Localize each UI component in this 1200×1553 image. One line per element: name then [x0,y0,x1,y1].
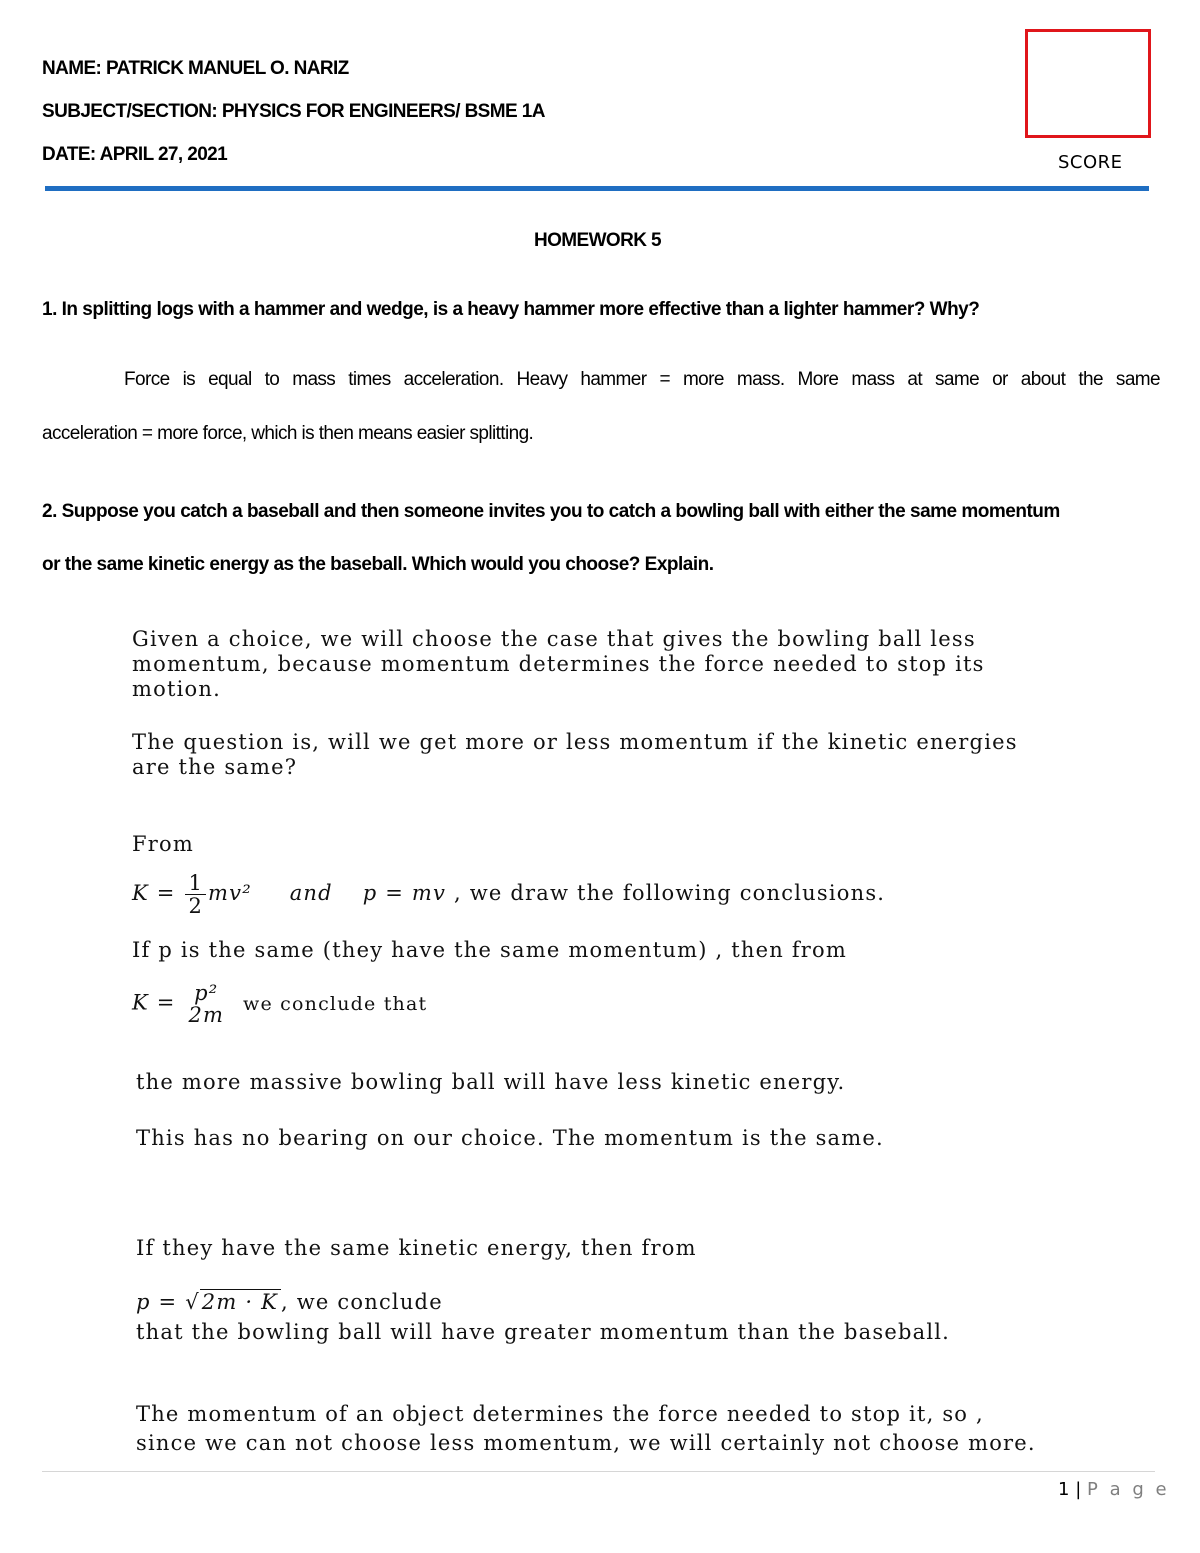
score-box [1025,29,1151,138]
eq1-and: and [289,881,333,906]
eq3-radicand: 2m · K [200,1289,281,1314]
header-divider [45,186,1149,191]
eq1-denominator: 2 [188,894,204,919]
date: DATE: APRIL 27, 2021 [42,144,228,165]
eq2-fraction [185,982,227,1026]
question-2-line-1: 2. Suppose you catch a baseball and then someone invites you to catch a bowling ball with either the same momentum [42,501,1060,522]
eq2-denominator: 2m [188,1003,225,1028]
eq2-lhs: K = [132,990,176,1015]
solution-final-line-1: The momentum of an object determines the force needed to stop it, so , [136,1402,984,1426]
equation-kinetic-energy [132,872,885,917]
subject-section: SUBJECT/SECTION: PHYSICS FOR ENGINEERS/ BSME 1A [42,101,545,122]
equation-k-from-p [132,982,427,1026]
answer-1-line-1: Force is equal to mass times acceleration. Heavy hammer = more mass. More mass at same or about the same [124,369,1160,390]
solution-p1-line-1: Given a choice, we will choose the case that gives the bowling ball less [132,627,976,651]
eq3-lhs: p = √ [136,1290,200,1314]
eq3-tail: , we conclude [280,1290,443,1314]
eq2-numerator: p² [194,981,219,1005]
page-word: P a g e [1087,1479,1170,1500]
solution-final-line-2: since we can not choose less momentum, we will certainly not choose more. [136,1431,1036,1455]
eq1-mv2: mv² [208,881,252,906]
question-1: 1. In splitting logs with a hammer and wedge, is a heavy hammer more effective than a lighter hammer? Why? [42,299,980,320]
solution-p1-line-3: motion. [132,677,221,701]
solution-from: From [132,832,194,856]
page-number: 1 [1058,1479,1070,1500]
solution-p2-line-1: The question is, will we get more or less momentum if the kinetic energies [132,730,1018,754]
solution-if-ke-same: If they have the same kinetic energy, then from [136,1236,697,1260]
page-separator: | [1075,1479,1082,1500]
page-title: HOMEWORK 5 [533,230,661,251]
solution-no-bearing: This has no bearing on our choice. The momentum is the same. [136,1126,884,1150]
eq1-lhs: K = [132,881,176,906]
solution-p1-line-2: momentum, because momentum determines the force needed to stop its [132,652,985,676]
solution-greater-momentum: that the bowling ball will have greater momentum than the baseball. [136,1320,951,1344]
eq1-fraction [185,872,206,917]
solution-less-ke: the more massive bowling ball will have less kinetic energy. [136,1070,846,1094]
eq1-momentum: p = mv [362,881,447,906]
footer-divider [42,1471,1155,1472]
eq1-tail: , we draw the following conclusions. [453,881,886,906]
solution-p2-line-2: are the same? [132,755,298,779]
eq2-tail: we conclude that [243,992,428,1015]
score-label: SCORE [1058,152,1123,173]
page-footer [1058,1479,1170,1500]
student-name: NAME: PATRICK MANUEL O. NARIZ [42,58,349,79]
question-2-line-2: or the same kinetic energy as the baseball. Which would you choose? Explain. [42,554,714,575]
solution-if-p-same: If p is the same (they have the same momentum) , then from [132,938,848,962]
equation-p-from-k [136,1290,443,1314]
eq1-numerator: 1 [185,872,206,895]
answer-1-line-2: acceleration = more force, which is then means easier splitting. [42,423,534,444]
